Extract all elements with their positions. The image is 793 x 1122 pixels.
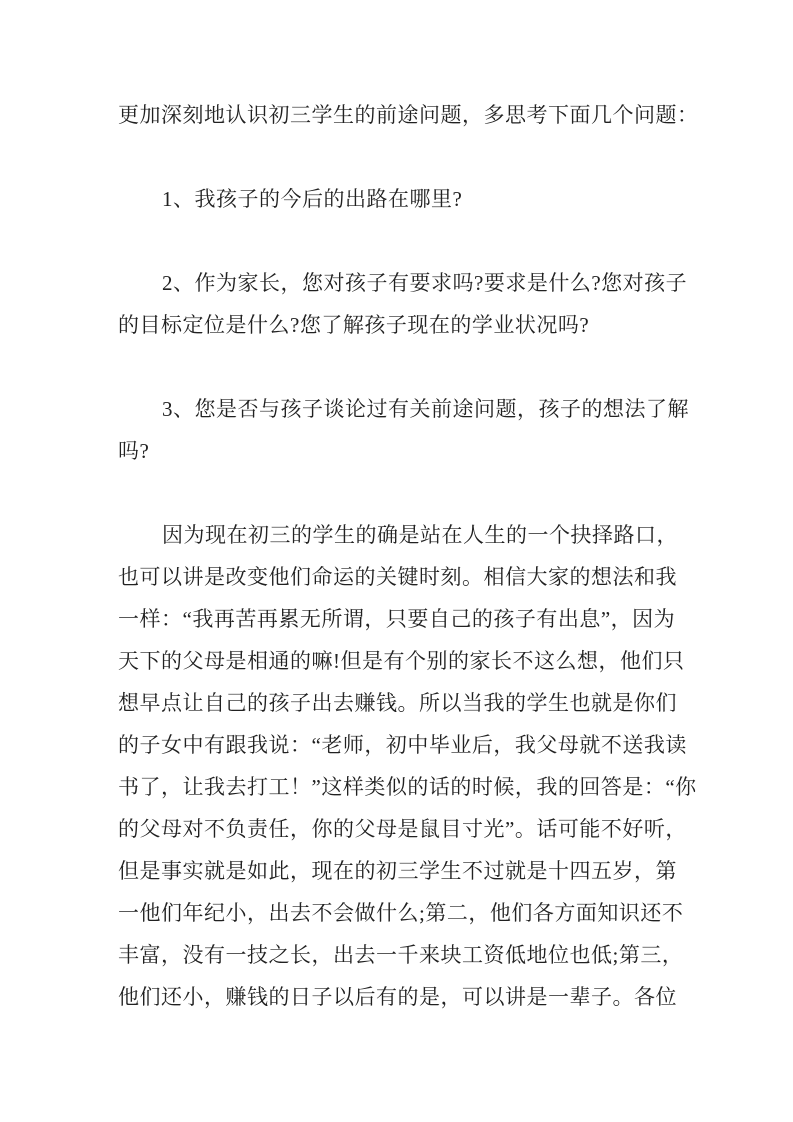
text-line: 一样：“我再苦再累无所谓，只要自己的孩子有出息”，因为 [118,607,676,631]
paragraph-question-2 [118,262,687,346]
text-line: 1、我孩子的今后的出路在哪里? [162,187,463,211]
text-line: 丰富，没有一技之长，出去一千来块工资低地位也低;第三， [118,943,684,967]
text-line: 的目标定位是什么?您了解孩子现在的学业状况吗? [118,313,590,337]
text-line: 的父母对不负责任，你的父母是鼠目寸光”。话可能不好听， [118,817,687,841]
paragraph-intro [118,94,699,136]
text-line: 天下的父母是相通的嘛!但是有个别的家长不这么想，他们只 [118,649,685,673]
text-line: 也可以讲是改变他们命运的关键时刻。相信大家的想法和我 [118,565,677,589]
text-line: 2、作为家长，您对孩子有要求吗?要求是什么?您对孩子 [162,271,688,295]
text-line: 但是事实就是如此，现在的初三学生不过就是十四五岁，第 [118,859,677,883]
text-line: 的子女中有跟我说：“老师，初中毕业后，我父母就不送我读 [118,733,687,757]
text-line: 更加深刻地认识初三学生的前途问题，多思考下面几个问题： [118,103,699,127]
paragraph-question-3 [118,388,687,472]
text-line: 书了，让我去打工！”这样类似的话的时候，我的回答是：“你 [118,775,697,799]
paragraph-body [118,514,697,1018]
text-line: 他们还小，赚钱的日子以后有的是，可以讲是一辈子。各位 [118,985,677,1009]
text-line: 因为现在初三的学生的确是站在人生的一个抉择路口， [162,523,678,547]
paragraph-question-1 [118,178,687,220]
text-line: 3、您是否与孩子谈论过有关前途问题，孩子的想法了解 [162,397,689,421]
text-line: 吗? [118,439,150,463]
text-line: 想早点让自己的孩子出去赚钱。所以当我的学生也就是你们 [118,691,677,715]
text-line: 一他们年纪小，出去不会做什么;第二，他们各方面知识还不 [118,901,684,925]
